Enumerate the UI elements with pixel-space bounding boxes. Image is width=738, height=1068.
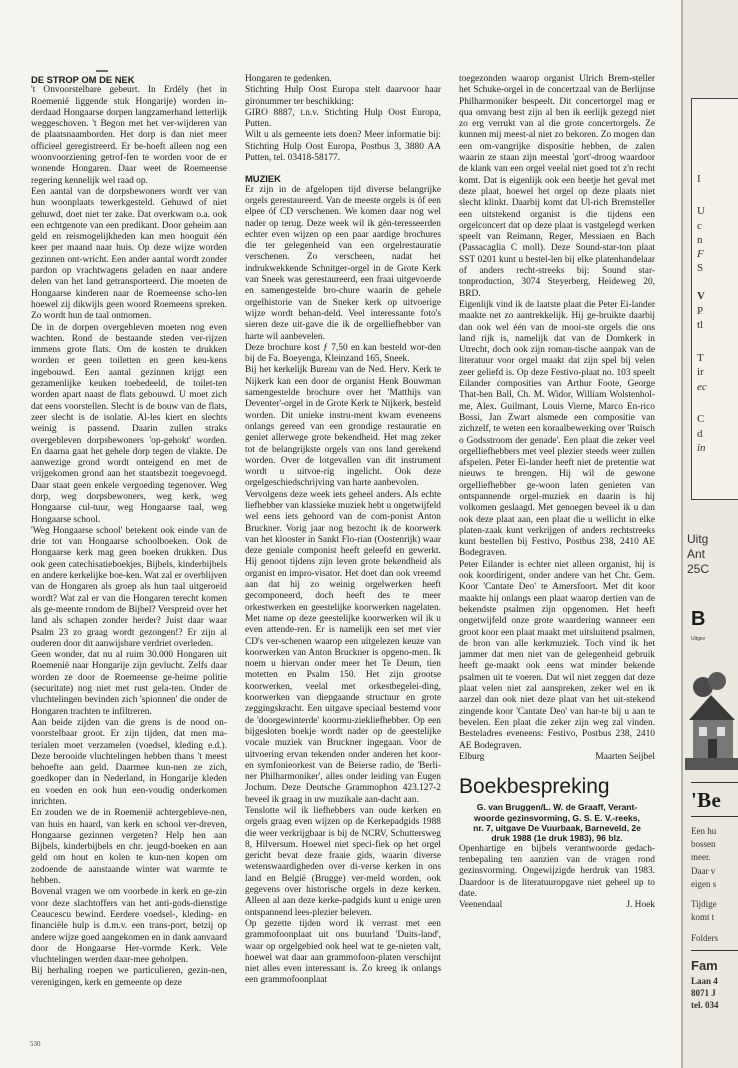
paragraph: Vervolgens deze week iets geheel anders. Als echte liefhebber van klassieke muziek hebt u ongetwijfeld wel eens iets gehoord van de com-ponist Anton Bruckner. Vorig jaar nog bezocht ik de koorwerk van het klooster in Sankt Flo-rian (Oostenrijk) waar deze geniale componist heeft geleefd en gewerkt. Hij genoot tijdens zijn leven grote bekendheid als organist en impro-visator. Het doet dan ook vreemd aan dat hij zo weinig orgelwerken heeft gecomponeerd, doch heeft des te meer orkestwerken en geestelijke koorwerken nagelaten. Met name op deze geestelijke koorwerken wil ik u even attende-ren. Er is namelijk een set met vier CD's ver-schenen waarop een uitgelezen keuze van koorwerken van Anton Bruckner is opgeno-men. Ik noem u hiervan onder meer het Te Deum, tien motetten en Psalm 150. Het zijn grootse koorwerken, veelal met orkestbegelei-ding, koorwerken van diepgaande structuur en grote zeggingskracht. Een uitgave speciaal bestemd voor de 'doorgewinterde' koormu-ziekliefhebber. Op een bijgesloten boekje wordt nader op de geestelijke vocale muziek van Bruckner ingegaan. Voor de uitvoering ervan tekenden onder anderen het koor- en symfonieorkest van de Beierse radio, de 'Berli-ner Philharmoniker', alles onder leiding van Eugen Jochum. Deze Deutsche Grammophon 423.127-2 beveel ik graag in uw muzikale aan-dacht aan. bbox=[245, 489, 441, 805]
edge-fragment: ir bbox=[697, 366, 704, 378]
paragraph: 't Onvoorstelbare gebeurt. In Erdély (het in Roemenië liggende stuk Hongarije) worden in-derdaad Hongaarse dorpen langzamerhand letterlijk weggeschoven. 't Begon met het ver-wijderen van de plaatsnaamborden. Het dorp is dan niet meer officieel geregistreerd. Er be-hoeft alleen nog een woonvoorziening getrof-fen te worden voor de er wonende Hongaren. Daar weet de Roemeense regering kennelijk wel raad op. bbox=[31, 85, 227, 186]
paragraph: Stichting Hulp Oost Europa stelt daarvoor haar gironummer ter beschikking: bbox=[245, 85, 441, 107]
book-bibliography: G. van Bruggen/L. W. de Graaff, Verant-woorde gezinsvorming, G. S. E. V.-reeks, nr. 7, uitgave De Vuurbaak, Barneveld, 2e druk 1988 (1e druk 1983), 96 blz. bbox=[473, 802, 641, 844]
edge-fragment: Tijdige bbox=[691, 899, 717, 909]
edge-fragment: komt t bbox=[691, 912, 715, 922]
review-text: Openhartige en bijbels verantwoorde gedach-tenbepaling ten aanzien van de vragen rond gezinsvorming. Ongewijzigde herdruk van 1983. Daardoor is de literatuuropgave niet geheel up to date. bbox=[459, 843, 655, 899]
paragraph: Bij het kerkelijk Bureau van de Ned. Herv. Kerk te Nijkerk kan een door de organist Henk Bouwman samengestelde brochure over het 'Matthijs van Deventer'-orgel in de Grote Kerk te Nijkerk, besteld worden. Dit unieke instru-ment kwam eveneens onlangs gereed van een grondige restauratie en geniet allerwege grote bekendheid. Het mag zeker tot de belangrijkste orgels van ons land gerekend worden. Over de lotgevallen van dit instrument wordt u uitvoe-rig ingelicht. Ook deze orgelgeschiedschrijving van harte aanbevolen. bbox=[245, 365, 441, 489]
paragraph: En zouden we de in Roemenië achtergebleve-nen, van huis en haard, van kerk en school ver-dreven, Hongaarse gezinnen vergeten? Help hen aan Bijbels, kinderbijbels en chr. jeugd-boeken en aan geld om hout en kolen te kun-nen kopen om zodoende de aanstaande winter wat warmte te hebben. bbox=[31, 808, 227, 887]
edge-fragment: U bbox=[697, 205, 705, 217]
paragraph: Bovenal vragen we om voorbede in kerk en ge-zin voor deze slachtoffers van het anti-gods-dienstige Ceaucescu bewind. Eerdere voedsel-, kleding- en financiële hulp is d.m.v. een trans-port, betzij op andere wijze goed aangekomen en in dank aanvaard door de Hongaarse Her-vormde Kerk. Vele vluchtelingen werden daar-mee geholpen. bbox=[31, 887, 227, 966]
paragraph: 'Weg Hongaarse school' betekent ook einde van de drie tot van Hongaarse schoolboeken. Ook de Hongaarse kerk mag geen boeken drukken. Dus ook geen catechisatieboekjes, Bijbels, kinderbijbels en andere kerkelijke boe-ken. Wat zal er overblijven van de Hongaren als groep als hun taal uitgeroeid wordt? Wat zal er van die Hongaren terecht komen als ge-meente rondom de Bijbel? Verspreid over het land als schapen zonder herder? Juist daar waar Psalm 23 zo graag wordt gezongen!? Er zijn al ouderen door dit aanwijsbare verdriet overleden. bbox=[31, 525, 227, 649]
paragraph: Geen wonder, dat nu al ruim 30.000 Hongaren uit Roemenië naar Hongarije zijn gevlucht. Zelfs daar worden ze door de Roemeense ge-heime politie (securitate) nog niet met rust gela-ten. Onder de vluchtelingen bevinden zich 'spionnen' die onder de Hongaren trachten te infiltreren. bbox=[31, 650, 227, 717]
paragraph: toegezonden waarop organist Ulrich Brem-steller het Schuke-orgel in de concertzaal van de Berlijnse Philharmoniker bespeelt. Dit concertorgel mag er qua omvang best zijn al ben ik eerlijk gezegd niet zo erg verrukt van al die grote concertorgels. Ze kunnen mij meest-al niet zo bekoren. Zo mogen dan een om-vangrijke dispositie hebben, de zalen waarin ze staan zijn meestal 'gort'-droog waardoor de klank van een orgel veelal niet goed tot z'n recht komt. Dat is eigenlijk ook een beetje het geval met deze plaat, hoewel het orgel op deze plaats niet slecht klinkt. Daarbij komt dat Ul-rich Bremsteller een uitstekend organist is die tijdens een orgelconcert dat op deze plaat is vastgelegd werken speelt van Reimann, Reger, Messiaen en Bach (Passacaglia C moll). Deze Sound-star-ton plaat SST 0201 kunt u bestel-len bij elke platenhandelaar of anders recht-streeks bij: Sound star-tonproduction, 3074 Steyerberg, Heideweg 20, BRD. bbox=[459, 74, 655, 299]
edge-fragment: Folders bbox=[691, 933, 718, 943]
edge-fragment: P bbox=[697, 305, 704, 317]
house-illustration-icon bbox=[685, 665, 738, 770]
signature-place: Elburg bbox=[459, 751, 485, 762]
adjacent-page-edge bbox=[681, 0, 738, 1068]
edge-fragment: Ant bbox=[687, 547, 706, 561]
review-signature bbox=[459, 900, 655, 911]
edge-fragment: tel. 034 bbox=[691, 1000, 719, 1010]
article-heading: DE STROP OM DE NEK bbox=[31, 74, 135, 85]
paragraph: GIRO 8887, t.n.v. Stichting Hulp Oost Europa, Putten. bbox=[245, 107, 441, 130]
divider bbox=[691, 782, 738, 783]
edge-fragment: c bbox=[697, 220, 702, 232]
edge-fragment: 8071 J bbox=[691, 988, 716, 998]
divider bbox=[691, 816, 738, 817]
edge-fragment: S bbox=[697, 262, 704, 274]
edge-fragment: V bbox=[697, 290, 705, 302]
paragraph: De in de dorpen overgebleven moeten nog even wachten. Rond de bestaande steden ver-rijzen immens grote flats. Om de kosten te drukken worden er geen toiletten en geen keu-kens ingebouwd. Een aantal gezinnen krijgt een gezamenlijke keuken toebedeeld, de toilet-ten worden apart naast de flats gebouwd. U moet zich dat eens voorstellen. Slecht is de bouw van de flats, zeer slecht is de isolatie. Al-les kiert en slechts weinig is passend. Daarin zullen straks overgebleven dorpsbewoners 'op-gehokt' worden. En daarna gaat het gehele dorp tegen de vlakte. De aanwezige grond wordt onteigend en met de vrijgekomen grond aan het staatsbezit toegevoegd. Daar staat geen enkele vergoeding tegenover. Weg dorp, weg dorpsbewoners, weg kerk, weg Hongaarse cul-tuur, weg Hongaarse taal, weg Hongaarse school. bbox=[31, 322, 227, 525]
edge-fragment: n bbox=[697, 234, 703, 246]
paragraph: Peter Eilander is echter niet alleen organist, hij is ook koordirigent, onder andere van het Chr. Gem. Koor 'Cantate Deo' te Amersfoort. Met dit koor maakte hij onlangs een plaat waarop dertien van de bekendste psalmen zijn opgenomen. Het heeft ongetwijfeld onze grote waardering wanneer een groot koor een plaat maakt met uitsluitend psalmen, de bron van alle kerkmuziek. Toch vind ik het jammer dat men niet van de gelegenheid gebruik heeft ge-maakt ook eens wat minder bekende psalmen uit te voeren. Dat wil niet zeggen dat deze plaat velen niet zal aanspreken, zeker wel en ik aarzel dan ook niet deze plaat van het uit-stekend zingende koor 'Cantate Deo' van har-te bij u aan te bevelen. Een plaat die zeker zijn weg zal vinden. Besteladres eveneens: Festivo, Postbus 238, 2410 AE Bodegraven. bbox=[459, 559, 655, 751]
edge-fragment: eigen s bbox=[691, 879, 717, 889]
signature-name: Maarten Seijbel bbox=[595, 751, 655, 762]
column-middle bbox=[245, 74, 441, 987]
decorative-mark bbox=[96, 70, 108, 72]
edge-fragment: Uitgev bbox=[691, 636, 706, 642]
edge-fragment: 25C bbox=[687, 562, 710, 576]
review-author: J. Hoek bbox=[626, 900, 655, 911]
edge-fragment: Een hu bbox=[691, 826, 717, 836]
paragraph: Een aantal van de dorpsbewoners wordt ver van hun woonplaats tewerkgesteld. Gehuwd of niet gehuwd, doet niet ter zake. Dat overkwam o.a. ook een echtgenote van een predikant. Door geheim aan geld en reismogelijkheden kan men hooguit één keer per maand naar huis. Op deze wijze worden gezinnen ont-wricht. Een ander aantal wordt zonder pardon op vrachtwagens geladen en naar andere delen van het land getransporteerd. Die moeten de Hongaarse kinderen naar de Roemeense scho-len hoewel zij dikwijls geen woord Roemeens spreken. Zo wordt hun de taal ontnomen. bbox=[31, 186, 227, 322]
edge-fragment: in bbox=[697, 442, 706, 454]
advert-heading: 'Be bbox=[691, 788, 722, 812]
article-signature bbox=[459, 752, 655, 763]
paragraph: Aan beide zijden van die grens is de nood on-voorstelbaar groot. Er zijn tijden, dat men ma-terialen moet verzamelen (voedsel, kleding e.d.). Deze berooide vluchtelingen hebben thans 't meest behoefte aan geld. Daarmee kun-nen ze zich, goedkoper dan in Nederland, in Hongarije kleden en voeden en ook hun een-voudig onderkomen inrichten. bbox=[31, 717, 227, 807]
review-place: Veenendaal bbox=[459, 900, 503, 911]
edge-fragment: C bbox=[697, 413, 705, 425]
paragraph: Eigenlijk vind ik de laatste plaat die Peter Ei-lander maakte net zo aantrekkelijk. Hij ge-bruikte daarbij dan ook wel één van de mooi-ste orgels die ons land rijk is, namelijk dat van de Domkerk in Utrecht, doch ook zijn roman-tische aanpak van de literatuur voor orgel maakt dat zijn spel bij velen zeer geliefd is. Op deze Festivo-plaat no. 103 speelt Eilander composities van Arthur Foote, George That-ben Ball, Ch. M. Widor, William Wolstenhol-me, Alex. Guilmant, Louis Vierne, Marco En-rico Bossi, Jan Zwart alsmede een compositie van zichzelf, te weten een koraalbewerking over 'Ruisch o Godsstroom der genade'. Een plaat die zeker veel orgelliefhebbers met veel plezier steeds weer zullen afspelen. Peter Ei-lander heeft niet de pretentie wat nieuws te brengen. Hij wil de gewone orgelliefhebber ge-woon laten genieten van ontspannende orgel-muziek en daarin is hij volkomen geslaagd. Met genoegen beveel ik u dan ook deze plaat aan, een plaat die u wellicht in elke platen-zaak kunt verkrijgen of anders rechtstreeks kunt bestellen bij Festivo, Postbus 238, 2410 AE Bodegraven. bbox=[459, 299, 655, 559]
column-right bbox=[459, 74, 655, 912]
paragraph: Er zijn in de afgelopen tijd diverse belangrijke orgels gerestaureerd. Van de meeste orgels is óf een elpee óf CD verschenen. We komen daar nog wel nader op terug. Deze week wil ik gën-teresseerden echter even wijzen op een paar aardige brochures die ter gelegenheid van een orgelrestauratie verschenen. Zo verscheen, nadat het indrukwekkende Schnitger-orgel in de Grote Kerk van Sneek was gerestaureerd, een fraai uitgevoerde en samengestelde bro-chure waarin de gehele orgelhistorie van de Sneker kerk op uitvoerige wijze wordt behan-deld. Veel interessante foto's sieren deze uit-gave die ik de orgelliefhebber van harte wil aanbevelen. bbox=[245, 184, 441, 342]
paragraph: Bij herhaling roepen we particulieren, gezin-nen, verenigingen, kerk en gemeente op deze bbox=[31, 966, 227, 988]
edge-fragment: ec bbox=[697, 381, 707, 393]
edge-fragment: I bbox=[697, 173, 701, 185]
edge-fragment: T bbox=[697, 352, 704, 364]
edge-fragment: Fam bbox=[691, 958, 718, 973]
paragraph: Op gezette tijden word ik verrast met een grammofoonplaat uit ons buurland 'Duits-land', waar op orgelgebied ook heel wat te ge-nieten valt, hoewel wat daar aan grammofoon-platen verschijnt niet alles even interessant is. Zo kreeg ik onlangs een grammofoonplaat bbox=[245, 918, 441, 986]
edge-fragment: Uitg bbox=[687, 532, 709, 546]
section-heading-boekbespreking: Boekbespreking bbox=[459, 775, 610, 799]
paragraph: Wilt u als gemeente iets doen? Meer informatie bij: Stichting Hulp Oost Europa, Postbus 3, 3880 AA Putten, tel. 03418-58177. bbox=[245, 130, 441, 164]
publisher-logo: B bbox=[691, 608, 706, 630]
column-left bbox=[31, 74, 227, 989]
edge-fragment: tl bbox=[697, 319, 704, 331]
paragraph: Hongaren te gedenken. bbox=[245, 74, 332, 84]
edge-fragment: bossen bbox=[691, 839, 716, 849]
divider bbox=[691, 950, 738, 951]
paragraph: Tenslotte wil ik liefhebbers van oude kerken en orgels graag even wijzen op de Kerkepadgids 1988 die weer verkrijgbaar is bij de NCRV, Schuttersweg 8, Hilversum. Hoewel niet speci-fiek op het orgel gericht bevat deze fraaie gids, waarin diverse wetenswaardigheden over di-verse kerken in ons land en België (Brugge) ver-meld worden, ook gegevens over historische orgels in deze kerken. Alleen al aan deze kerke-padgids kunt u enige uren ontspannend lees-plezier beleven. bbox=[245, 806, 441, 918]
paragraph: Deze brochure kost ƒ 7,50 en kan besteld wor-den bij de Fa. Boeyenga, Kleinzand 165, Sneek. bbox=[245, 342, 441, 365]
edge-fragment: Laan 4 bbox=[691, 976, 718, 986]
section-heading-muziek: MUZIEK bbox=[245, 173, 281, 185]
edge-fragment: Daar v bbox=[691, 866, 716, 876]
edge-fragment: F bbox=[697, 248, 704, 260]
edge-fragment: meer. bbox=[691, 852, 711, 862]
page-number: 530 bbox=[30, 1040, 41, 1048]
edge-fragment: d bbox=[697, 428, 703, 440]
